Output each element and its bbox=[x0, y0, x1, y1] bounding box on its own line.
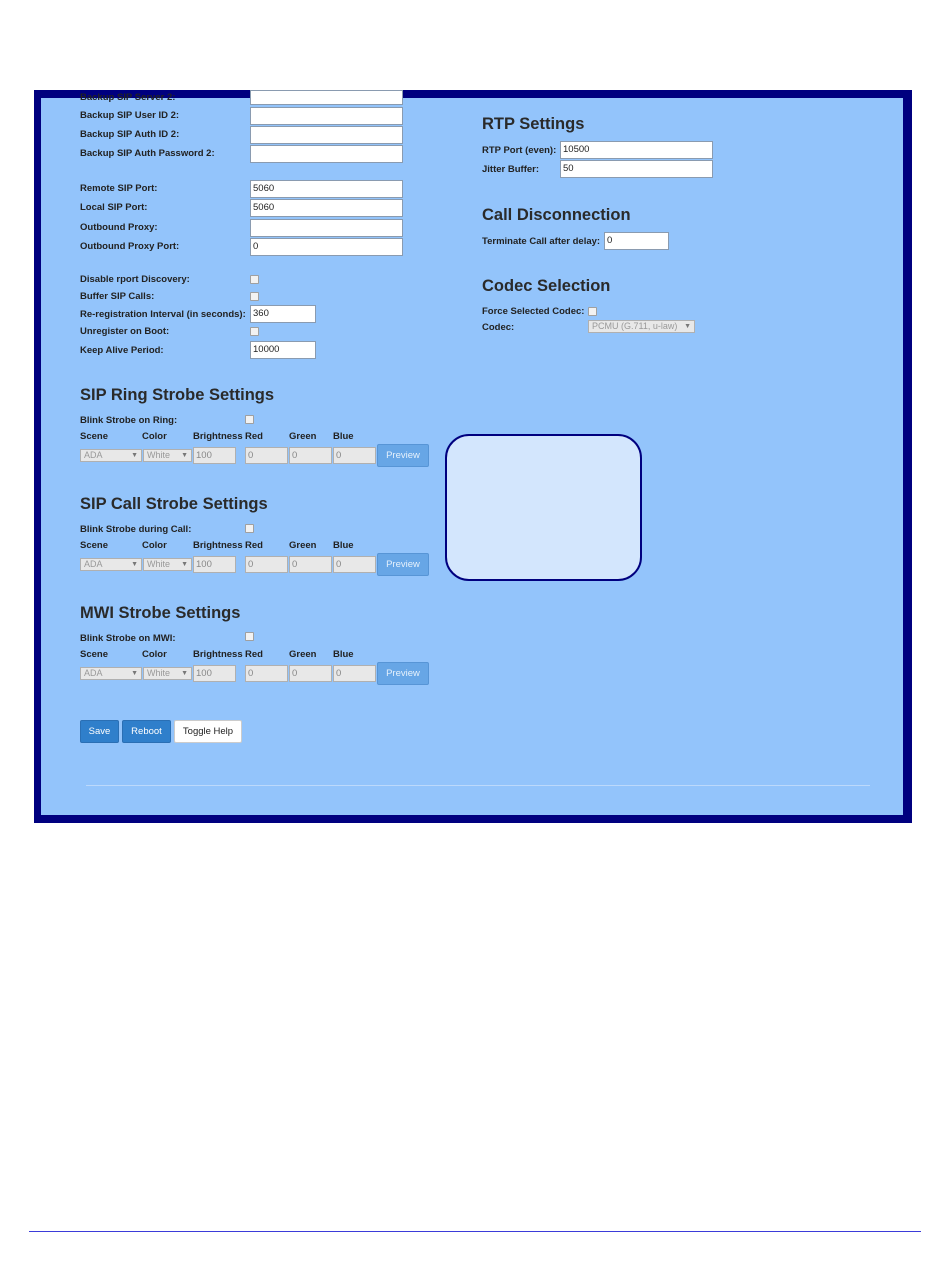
reboot-button[interactable]: Reboot bbox=[122, 720, 171, 743]
unregister-on-boot-checkbox[interactable] bbox=[250, 327, 259, 336]
disable-rport-checkbox[interactable] bbox=[250, 275, 259, 284]
ring-strobe-blink-label: Blink Strobe on Ring: bbox=[80, 415, 178, 426]
call-brightness-input[interactable]: 100 bbox=[193, 556, 236, 573]
call-green-header: Green bbox=[289, 540, 317, 551]
terminate-call-input[interactable]: 0 bbox=[604, 232, 669, 250]
call-strobe-blink-label: Blink Strobe during Call: bbox=[80, 524, 192, 535]
help-box bbox=[445, 434, 642, 581]
save-button[interactable]: Save bbox=[80, 720, 119, 743]
ring-strobe-title: SIP Ring Strobe Settings bbox=[80, 386, 275, 404]
call-color-select[interactable] bbox=[143, 558, 192, 571]
buffer-sip-calls-label: Buffer SIP Calls: bbox=[80, 291, 155, 302]
ring-color-header: Color bbox=[142, 431, 167, 442]
mwi-green-header: Green bbox=[289, 649, 317, 660]
codec-select-value: PCMU (G.711, u-law) bbox=[592, 321, 678, 331]
mwi-color-select[interactable] bbox=[143, 667, 192, 680]
call-blue-header: Blue bbox=[333, 540, 354, 551]
call-strobe-title: SIP Call Strobe Settings bbox=[80, 495, 268, 513]
mwi-scene-header: Scene bbox=[80, 649, 108, 660]
backup-sip-user-id-2-label: Backup SIP User ID 2: bbox=[80, 110, 180, 121]
ring-preview-button[interactable]: Preview bbox=[377, 444, 429, 467]
chevron-down-icon: ▼ bbox=[684, 323, 691, 330]
rereg-interval-label: Re-registration Interval (in seconds): bbox=[80, 309, 246, 320]
ring-red-input[interactable]: 0 bbox=[245, 447, 288, 464]
chevron-down-icon: ▼ bbox=[131, 452, 138, 459]
codec-label: Codec: bbox=[482, 322, 515, 333]
mwi-color-value: White bbox=[147, 668, 171, 678]
call-color-value: White bbox=[147, 559, 171, 569]
call-scene-select[interactable] bbox=[80, 558, 142, 571]
chevron-down-icon: ▼ bbox=[181, 561, 188, 568]
chevron-down-icon: ▼ bbox=[181, 670, 188, 677]
mwi-blue-input[interactable]: 0 bbox=[333, 665, 376, 682]
call-scene-value: ADA bbox=[84, 559, 103, 569]
outbound-proxy-label: Outbound Proxy: bbox=[80, 222, 158, 233]
call-brightness-header: Brightness bbox=[193, 540, 243, 551]
mwi-preview-button[interactable]: Preview bbox=[377, 662, 429, 685]
settings-panel bbox=[41, 92, 903, 815]
keep-alive-input[interactable]: 10000 bbox=[250, 341, 316, 359]
page-bottom-rule bbox=[29, 1231, 921, 1232]
backup-sip-auth-password-2-label: Backup SIP Auth Password 2: bbox=[80, 148, 215, 159]
ring-scene-value: ADA bbox=[84, 450, 103, 460]
call-color-header: Color bbox=[142, 540, 167, 551]
call-disconnection-title: Call Disconnection bbox=[482, 206, 631, 224]
backup-sip-auth-id-2-input[interactable] bbox=[250, 126, 403, 144]
toggle-help-button[interactable]: Toggle Help bbox=[174, 720, 242, 743]
ring-red-header: Red bbox=[245, 431, 263, 442]
remote-sip-port-input[interactable]: 5060 bbox=[250, 180, 403, 198]
outbound-proxy-port-input[interactable]: 0 bbox=[250, 238, 403, 256]
rtp-port-input[interactable]: 10500 bbox=[560, 141, 713, 159]
mwi-red-input[interactable]: 0 bbox=[245, 665, 288, 682]
backup-sip-auth-id-2-label: Backup SIP Auth ID 2: bbox=[80, 129, 180, 140]
chevron-down-icon: ▼ bbox=[131, 670, 138, 677]
footer-divider bbox=[86, 785, 870, 786]
backup-sip-user-id-2-input[interactable] bbox=[250, 107, 403, 125]
call-preview-button[interactable]: Preview bbox=[377, 553, 429, 576]
ring-green-input[interactable]: 0 bbox=[289, 447, 332, 464]
backup-sip-server-2-input[interactable] bbox=[250, 90, 403, 105]
rtp-port-label: RTP Port (even): bbox=[482, 145, 557, 156]
jitter-buffer-input[interactable]: 50 bbox=[560, 160, 713, 178]
outbound-proxy-input[interactable] bbox=[250, 219, 403, 237]
force-codec-checkbox[interactable] bbox=[588, 307, 597, 316]
backup-sip-auth-password-2-input[interactable] bbox=[250, 145, 403, 163]
mwi-strobe-blink-checkbox[interactable] bbox=[245, 632, 254, 641]
buffer-sip-calls-checkbox[interactable] bbox=[250, 292, 259, 301]
mwi-brightness-input[interactable]: 100 bbox=[193, 665, 236, 682]
disable-rport-label: Disable rport Discovery: bbox=[80, 274, 190, 285]
ring-brightness-input[interactable]: 100 bbox=[193, 447, 236, 464]
outbound-proxy-port-label: Outbound Proxy Port: bbox=[80, 241, 180, 252]
mwi-red-header: Red bbox=[245, 649, 263, 660]
call-strobe-blink-checkbox[interactable] bbox=[245, 524, 254, 533]
terminate-call-label: Terminate Call after delay: bbox=[482, 236, 601, 247]
mwi-blue-header: Blue bbox=[333, 649, 354, 660]
local-sip-port-label: Local SIP Port: bbox=[80, 202, 148, 213]
jitter-buffer-label: Jitter Buffer: bbox=[482, 164, 540, 175]
mwi-color-header: Color bbox=[142, 649, 167, 660]
ring-color-select[interactable] bbox=[143, 449, 192, 462]
call-scene-header: Scene bbox=[80, 540, 108, 551]
local-sip-port-input[interactable]: 5060 bbox=[250, 199, 403, 217]
codec-select[interactable] bbox=[588, 320, 695, 333]
rtp-settings-title: RTP Settings bbox=[482, 115, 585, 133]
force-codec-label: Force Selected Codec: bbox=[482, 306, 585, 317]
mwi-strobe-title: MWI Strobe Settings bbox=[80, 604, 241, 622]
ring-brightness-header: Brightness bbox=[193, 431, 243, 442]
call-green-input[interactable]: 0 bbox=[289, 556, 332, 573]
ring-blue-header: Blue bbox=[333, 431, 354, 442]
ring-blue-input[interactable]: 0 bbox=[333, 447, 376, 464]
ring-scene-header: Scene bbox=[80, 431, 108, 442]
rereg-interval-input[interactable]: 360 bbox=[250, 305, 316, 323]
mwi-brightness-header: Brightness bbox=[193, 649, 243, 660]
chevron-down-icon: ▼ bbox=[181, 452, 188, 459]
ring-green-header: Green bbox=[289, 431, 317, 442]
mwi-scene-value: ADA bbox=[84, 668, 103, 678]
call-red-header: Red bbox=[245, 540, 263, 551]
ring-strobe-blink-checkbox[interactable] bbox=[245, 415, 254, 424]
mwi-green-input[interactable]: 0 bbox=[289, 665, 332, 682]
backup-sip-server-2-label: Backup SIP Server 2: bbox=[80, 92, 176, 103]
mwi-strobe-blink-label: Blink Strobe on MWI: bbox=[80, 633, 176, 644]
settings-frame bbox=[34, 90, 912, 823]
unregister-on-boot-label: Unregister on Boot: bbox=[80, 326, 170, 337]
keep-alive-label: Keep Alive Period: bbox=[80, 345, 164, 356]
chevron-down-icon: ▼ bbox=[131, 561, 138, 568]
remote-sip-port-label: Remote SIP Port: bbox=[80, 183, 158, 194]
mwi-scene-select[interactable] bbox=[80, 667, 142, 680]
call-blue-input[interactable]: 0 bbox=[333, 556, 376, 573]
ring-scene-select[interactable] bbox=[80, 449, 142, 462]
ring-color-value: White bbox=[147, 450, 171, 460]
codec-selection-title: Codec Selection bbox=[482, 277, 611, 295]
call-red-input[interactable]: 0 bbox=[245, 556, 288, 573]
